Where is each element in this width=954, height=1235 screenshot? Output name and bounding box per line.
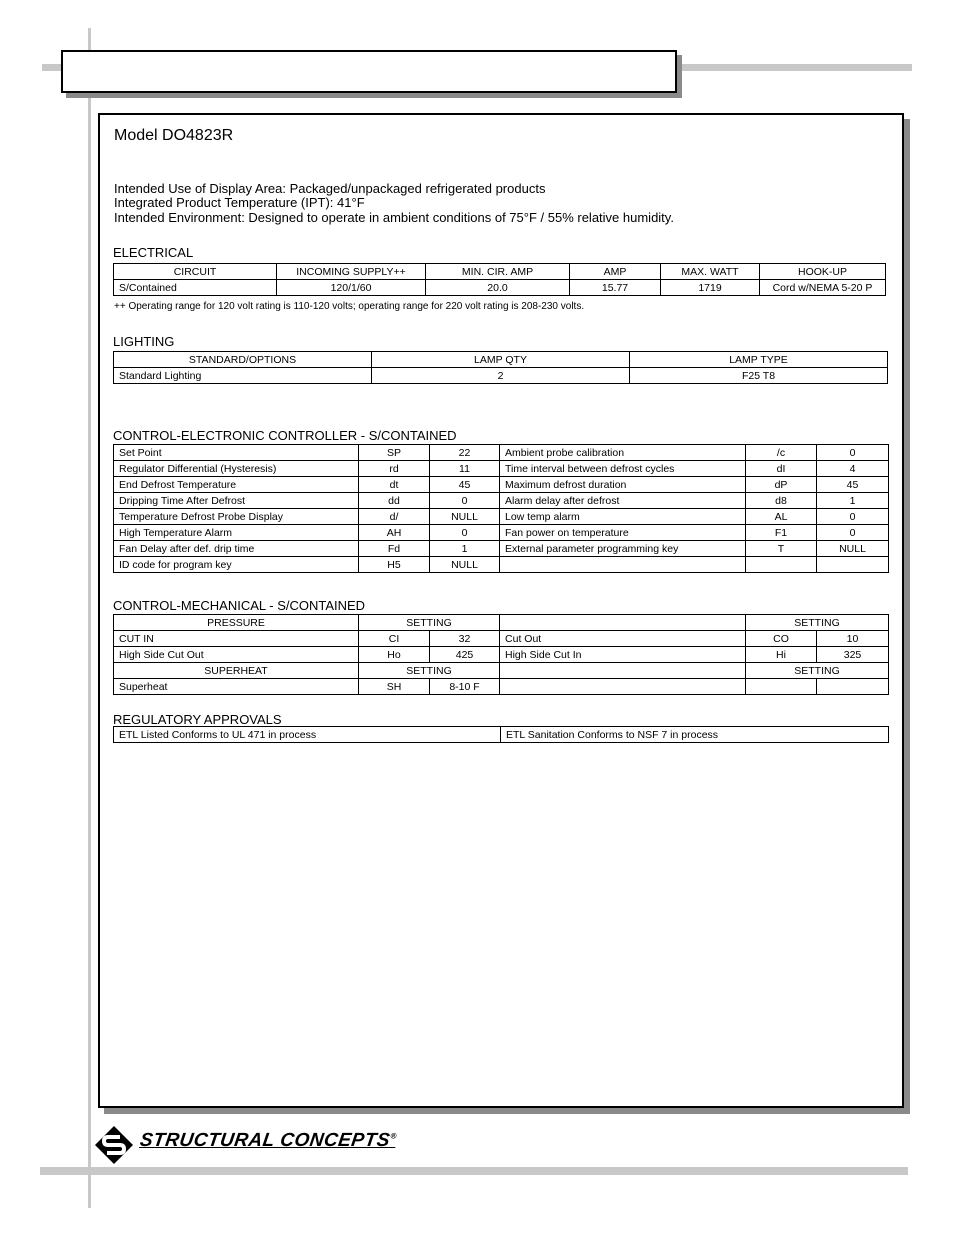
table-cell: Fd bbox=[359, 541, 430, 557]
table-cell: Fan power on temperature bbox=[500, 525, 746, 541]
table-cell: 1 bbox=[817, 493, 889, 509]
table-cell: 2 bbox=[372, 368, 630, 384]
table-cell: 32 bbox=[430, 631, 500, 647]
table-row bbox=[114, 368, 888, 384]
table-cell: 0 bbox=[817, 445, 889, 461]
table-cell: 120/1/60 bbox=[277, 280, 426, 296]
table-row bbox=[114, 647, 889, 663]
header-cell: SETTING bbox=[359, 615, 500, 631]
table-cell: Cut Out bbox=[500, 631, 746, 647]
table-cell: rd bbox=[359, 461, 430, 477]
table-cell: ID code for program key bbox=[114, 557, 359, 573]
header-cell: LAMP TYPE bbox=[630, 352, 888, 368]
table-row bbox=[114, 477, 889, 493]
intended-environment: Intended Environment: Designed to operate in ambient conditions of 75°F / 55% relative humidity. bbox=[114, 210, 674, 225]
table-row bbox=[114, 727, 889, 743]
table-cell bbox=[500, 557, 746, 573]
bottom-gray-rule bbox=[40, 1167, 908, 1175]
table-row bbox=[114, 631, 889, 647]
regulatory-table bbox=[113, 726, 889, 743]
table-cell: Superheat bbox=[114, 679, 359, 695]
table-cell: 325 bbox=[817, 647, 889, 663]
header-cell: LAMP QTY bbox=[372, 352, 630, 368]
header-cell: MIN. CIR. AMP bbox=[426, 264, 570, 280]
table-cell: 10 bbox=[817, 631, 889, 647]
table-cell: NULL bbox=[430, 509, 500, 525]
table-row bbox=[114, 509, 889, 525]
table-cell bbox=[746, 679, 817, 695]
voltage-note: ++ Operating range for 120 volt rating is 110-120 volts; operating range for 220 volt rating is 208-230 volts. bbox=[114, 301, 585, 312]
lighting-title: LIGHTING bbox=[113, 334, 175, 349]
table-cell: High Temperature Alarm bbox=[114, 525, 359, 541]
table-header-row bbox=[114, 615, 889, 631]
table-cell: d/ bbox=[359, 509, 430, 525]
table-cell: High Side Cut In bbox=[500, 647, 746, 663]
table-cell: 1719 bbox=[661, 280, 760, 296]
table-cell: Dripping Time After Defrost bbox=[114, 493, 359, 509]
table-cell bbox=[817, 557, 889, 573]
table-cell: SP bbox=[359, 445, 430, 461]
electronic-controller-title: CONTROL-ELECTRONIC CONTROLLER - S/CONTAINED bbox=[113, 428, 457, 443]
table-cell: 22 bbox=[430, 445, 500, 461]
table-cell: Ho bbox=[359, 647, 430, 663]
spec-sheet bbox=[98, 113, 904, 1108]
table-row bbox=[114, 493, 889, 509]
table-cell: External parameter programming key bbox=[500, 541, 746, 557]
table-cell: ETL Listed Conforms to UL 471 in process bbox=[114, 727, 501, 743]
table-cell: 0 bbox=[430, 525, 500, 541]
table-cell: Temperature Defrost Probe Display bbox=[114, 509, 359, 525]
header-cell bbox=[500, 663, 746, 679]
table-cell: 45 bbox=[430, 477, 500, 493]
table-cell: Alarm delay after defrost bbox=[500, 493, 746, 509]
table-cell: End Defrost Temperature bbox=[114, 477, 359, 493]
header-cell: AMP bbox=[570, 264, 661, 280]
table-cell: dd bbox=[359, 493, 430, 509]
table-cell: dt bbox=[359, 477, 430, 493]
header-cell: HOOK-UP bbox=[760, 264, 886, 280]
table-row bbox=[114, 280, 886, 296]
table-cell: dI bbox=[746, 461, 817, 477]
table-cell: 425 bbox=[430, 647, 500, 663]
table-row bbox=[114, 557, 889, 573]
table-cell: 45 bbox=[817, 477, 889, 493]
table-cell: CI bbox=[359, 631, 430, 647]
table-cell bbox=[746, 557, 817, 573]
table-cell: Regulator Differential (Hysteresis) bbox=[114, 461, 359, 477]
table-header-row bbox=[114, 352, 888, 368]
header-cell: PRESSURE bbox=[114, 615, 359, 631]
left-gray-rule bbox=[88, 28, 91, 1208]
header-cell: SETTING bbox=[359, 663, 500, 679]
header-cell: STANDARD/OPTIONS bbox=[114, 352, 372, 368]
header-cell bbox=[500, 615, 746, 631]
table-cell: High Side Cut Out bbox=[114, 647, 359, 663]
table-cell: 0 bbox=[817, 509, 889, 525]
table-cell: CO bbox=[746, 631, 817, 647]
table-cell: 0 bbox=[817, 525, 889, 541]
table-cell: F25 T8 bbox=[630, 368, 888, 384]
table-cell: ETL Sanitation Conforms to NSF 7 in process bbox=[501, 727, 889, 743]
header-box bbox=[61, 50, 677, 93]
table-cell: Fan Delay after def. drip time bbox=[114, 541, 359, 557]
table-cell bbox=[500, 679, 746, 695]
lighting-table bbox=[113, 351, 888, 384]
table-cell: dP bbox=[746, 477, 817, 493]
table-header-row bbox=[114, 663, 889, 679]
table-cell: Ambient probe calibration bbox=[500, 445, 746, 461]
electronic-controller-table bbox=[113, 444, 889, 573]
product-temperature: Integrated Product Temperature (IPT): 41°F bbox=[114, 195, 365, 210]
table-cell: d8 bbox=[746, 493, 817, 509]
table-cell: F1 bbox=[746, 525, 817, 541]
table-cell: Maximum defrost duration bbox=[500, 477, 746, 493]
table-cell bbox=[817, 679, 889, 695]
table-cell: Cord w/NEMA 5-20 P bbox=[760, 280, 886, 296]
header-cell: SUPERHEAT bbox=[114, 663, 359, 679]
mechanical-controller-table bbox=[113, 614, 889, 695]
table-row bbox=[114, 461, 889, 477]
table-cell: 0 bbox=[430, 493, 500, 509]
table-cell: AH bbox=[359, 525, 430, 541]
header-cell: MAX. WATT bbox=[661, 264, 760, 280]
intended-use: Intended Use of Display Area: Packaged/unpackaged refrigerated products bbox=[114, 181, 546, 196]
table-cell: 1 bbox=[430, 541, 500, 557]
table-row bbox=[114, 525, 889, 541]
header-cell: SETTING bbox=[746, 615, 889, 631]
table-row bbox=[114, 445, 889, 461]
table-cell: Low temp alarm bbox=[500, 509, 746, 525]
table-cell: /c bbox=[746, 445, 817, 461]
header-cell: CIRCUIT bbox=[114, 264, 277, 280]
table-cell: H5 bbox=[359, 557, 430, 573]
table-cell: AL bbox=[746, 509, 817, 525]
table-cell: NULL bbox=[430, 557, 500, 573]
table-cell: 8-10 F bbox=[430, 679, 500, 695]
table-cell: NULL bbox=[817, 541, 889, 557]
model-title: Model DO4823R bbox=[114, 127, 234, 144]
brand-name: STRUCTURAL CONCEPTS® bbox=[138, 1130, 398, 1151]
table-cell: CUT IN bbox=[114, 631, 359, 647]
table-cell: 20.0 bbox=[426, 280, 570, 296]
table-cell: 4 bbox=[817, 461, 889, 477]
regulatory-title: REGULATORY APPROVALS bbox=[113, 712, 282, 727]
table-header-row bbox=[114, 264, 886, 280]
table-cell: Hi bbox=[746, 647, 817, 663]
electrical-table bbox=[113, 263, 886, 296]
header-cell: SETTING bbox=[746, 663, 889, 679]
mechanical-controller-title: CONTROL-MECHANICAL - S/CONTAINED bbox=[113, 598, 366, 613]
table-cell: S/Contained bbox=[114, 280, 277, 296]
table-cell: SH bbox=[359, 679, 430, 695]
table-row bbox=[114, 541, 889, 557]
table-cell: 11 bbox=[430, 461, 500, 477]
table-cell: Set Point bbox=[114, 445, 359, 461]
electrical-title: ELECTRICAL bbox=[113, 245, 194, 260]
structural-concepts-logo-icon bbox=[94, 1125, 134, 1165]
table-cell: T bbox=[746, 541, 817, 557]
table-cell: Standard Lighting bbox=[114, 368, 372, 384]
table-row bbox=[114, 679, 889, 695]
table-cell: Time interval between defrost cycles bbox=[500, 461, 746, 477]
header-cell: INCOMING SUPPLY++ bbox=[277, 264, 426, 280]
table-cell: 15.77 bbox=[570, 280, 661, 296]
